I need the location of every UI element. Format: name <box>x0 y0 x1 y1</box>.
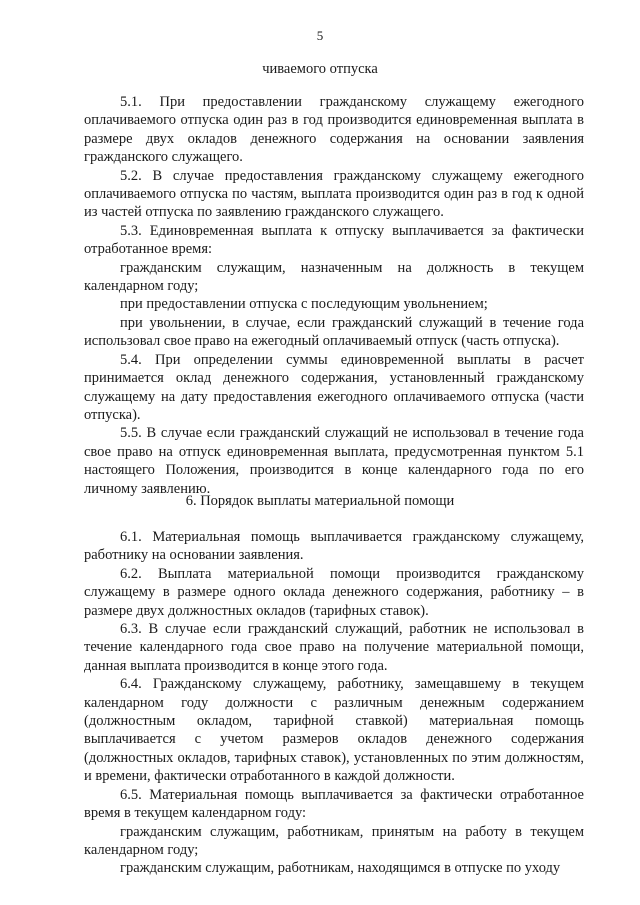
paragraph-6-5: 6.5. Материальная помощь выплачивается за фактически отработанное время в текущем календарном году: <box>84 786 584 822</box>
paragraph-5-3-item-1: гражданским служащим, назначенным на должность в текущем календарном году; <box>84 259 584 295</box>
paragraph-6-5-item-1: гражданским служащим, работникам, принятым на работу в текущем календарном году; <box>84 823 584 858</box>
paragraph-6-4: 6.4. Гражданскому служащему, работнику, замещавшему в текущем календарном году должности с различным денежным содержанием (должностным окладом, тарифной ставкой) материальная помощь выплачивается с учетом размеров окладов денежного содержания (должностных окладов, тарифных ставок), установленных по этим должностям, и времени, фактически отработанного в каждой должности. <box>84 676 584 785</box>
continuation-heading: чиваемого отпуска <box>262 61 378 77</box>
paragraph-5-3: 5.3. Единовременная выплата к отпуску выплачивается за фактически отработанное время: <box>84 222 584 258</box>
paragraph-5-4: 5.4. При определении суммы единовременной выплаты в расчет принимается оклад денежного содержания, установленный гражданскому служащему на дату предоставления ежегодного оплачиваемого отпуска (части отпуска). <box>84 351 584 423</box>
paragraph-6-5-item-2: гражданским служащим, работникам, находящимся в отпуске по уходу <box>120 860 561 877</box>
paragraph-5-2: 5.2. В случае предоставления гражданскому служащему ежегодного оплачиваемого отпуска по частям, выплата производится один раз в год к одной из частей отпуска по заявлению гражданского служащего. <box>84 167 584 221</box>
section-5-body <box>84 93 584 498</box>
paragraph-5-1: 5.1. При предоставлении гражданскому служащему ежегодного оплачиваемого отпуска один раз в год производится единовременная выплата в размере двух окладов денежного содержания на основании заявления гражданского служащего. <box>84 94 584 166</box>
paragraph-6-3: 6.3. В случае если гражданский служащий, работник не использовал в течение календарного года свое право на получение материальной помощи, данная выплата производится в конце этого года. <box>84 621 584 674</box>
paragraph-6-1: 6.1. Материальная помощь выплачивается гражданскому служащему, работнику на основании заявления. <box>84 529 584 564</box>
section-6-heading: 6. Порядок выплаты материальной помощи <box>185 493 455 509</box>
section-6-body <box>84 528 584 878</box>
paragraph-6-2: 6.2. Выплата материальной помощи производится гражданскому служащему в размере одного оклада денежного содержания, работнику – в размере двух должностных окладов (тарифных ставок). <box>84 565 584 619</box>
paragraph-5-5: 5.5. В случае если гражданский служащий не использовал в течение года свое право на отпуск единовременная выплата, предусмотренная пунктом 5.1 настоящего Положения, производится в конце календарного года по его личному заявлению. <box>84 425 584 497</box>
paragraph-5-3-item-3: при увольнении, в случае, если гражданский служащий в течение года использовал свое право на ежегодный оплачиваемый отпуск (часть отпуска). <box>84 314 584 350</box>
page-number: 5 <box>316 28 324 43</box>
paragraph-5-3-item-2: при предоставлении отпуска с последующим увольнением; <box>120 296 488 313</box>
